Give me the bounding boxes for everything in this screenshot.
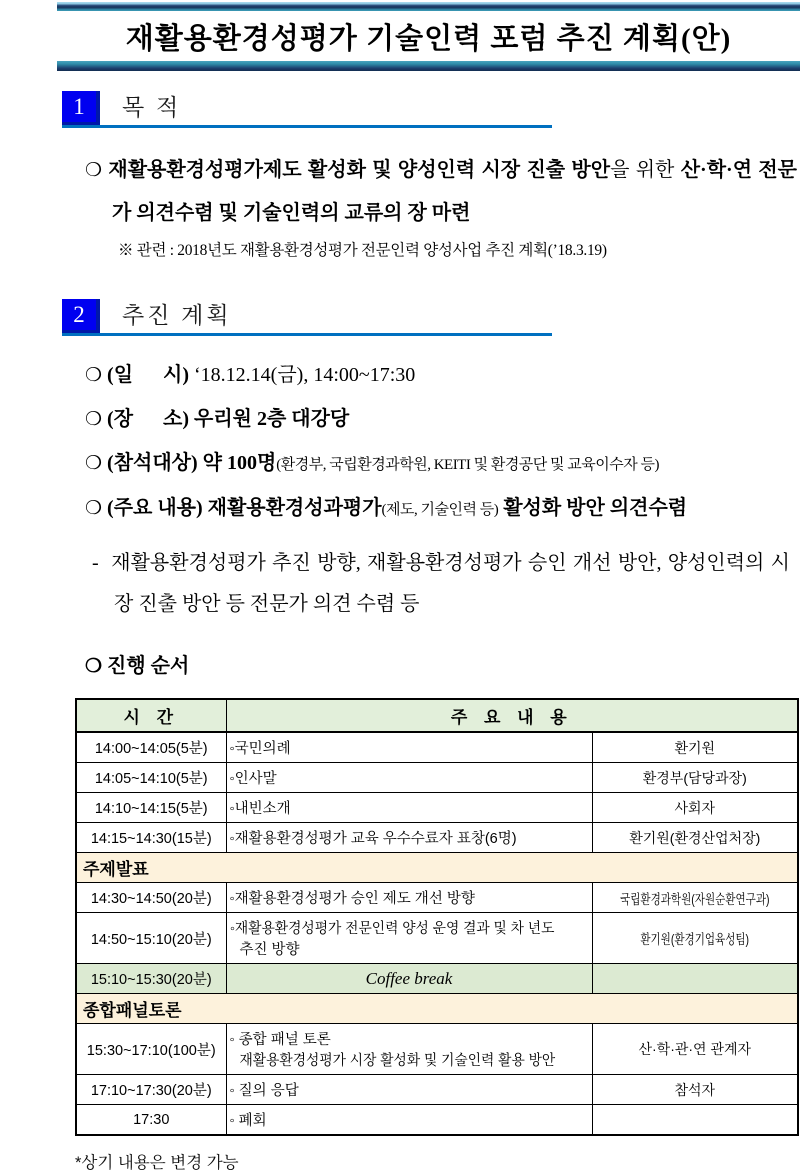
plan-item-value: 우리원 2층 대강당 (189, 408, 350, 430)
title-bar-top (57, 2, 800, 11)
circle-bullet-icon: ❍ (85, 409, 103, 430)
schedule-table (75, 698, 799, 1136)
table-row (76, 1075, 798, 1105)
time-cell: 15:10~15:30(20분) (76, 964, 226, 994)
person-cell-text: 환기원(환경기업육성팀) (640, 932, 750, 947)
person-cell: 환기원 (592, 732, 798, 763)
time-cell: 14:15~14:30(15분) (76, 823, 226, 853)
content-line1: ◦재활용환경성평가 전문인력 양성 운영 결과 및 차 년도 (229, 921, 554, 937)
document-title: 재활용환경성평가 기술인력 포럼 추진 계획(안) (125, 23, 732, 55)
content-cell: ◦ 폐회 (226, 1105, 592, 1136)
time-cell: 17:30 (76, 1105, 226, 1136)
title-banner (0, 2, 800, 71)
section-heading: 목 적 (122, 95, 182, 120)
purpose-note: ※ 관련 : 2018년도 재활용환경성평가 전문인력 양성사업 추진 계획(’18.3.19) (118, 242, 607, 259)
purpose-bullet (85, 149, 797, 235)
section-number-badge: 1 (62, 91, 100, 125)
table-row (76, 883, 798, 913)
table-section-row (76, 994, 798, 1024)
plan-sub-dash (92, 543, 790, 625)
section-header-purpose (62, 89, 552, 128)
plan-item-order-label: 진행 순서 (107, 655, 190, 677)
plan-item-label: (일 시) (107, 364, 190, 386)
footnote: *상기 내용은 변경 가능 (75, 1154, 239, 1172)
plan-item-attendees (85, 448, 797, 480)
plan-item-value2: 활성화 방안 의견수렴 (498, 497, 688, 519)
circle-bullet-icon: ❍ (85, 453, 103, 474)
table-row (76, 823, 798, 853)
table-section-row (76, 853, 798, 883)
table-row (76, 763, 798, 793)
person-cell: 환경부(담당과장) (592, 763, 798, 793)
circle-bullet-icon: ❍ (85, 365, 103, 386)
plan-item-venue (85, 404, 797, 435)
title-bar-bottom (57, 61, 800, 71)
circle-bullet-icon: ❍ (85, 498, 103, 519)
time-cell: 14:10~14:15(5분) (76, 793, 226, 823)
content-cell: ◦ 질의 응답 (226, 1075, 592, 1105)
circle-bullet-icon: ❍ (85, 160, 103, 181)
plan-content (85, 360, 797, 678)
time-cell: 14:00~14:05(5분) (76, 732, 226, 763)
content-line2: 추진 방향 (239, 942, 300, 958)
table-header-content: 주 요 내 용 (226, 699, 798, 732)
plan-item-topic (85, 493, 797, 525)
section-row-label: 주제발표 (76, 853, 798, 883)
time-cell: 15:30~17:10(100분) (76, 1024, 226, 1075)
person-cell-text: 국립환경과학원(자원순환연구과) (620, 891, 770, 907)
content-cell: ◦내빈소개 (226, 793, 592, 823)
plan-item-label: (장 소) (107, 408, 190, 430)
person-cell: 환기원(환경산업처장) (592, 823, 798, 853)
plan-item-order (85, 649, 797, 678)
table-header-time: 시 간 (76, 699, 226, 732)
plan-item-label: (참석대상) (107, 452, 198, 474)
plan-item-detail: (제도, 기술인력 등) (381, 502, 499, 518)
person-cell: 산·학·관·연 관계자 (592, 1024, 798, 1075)
section-heading: 추진 계획 (122, 303, 232, 328)
time-cell: 17:10~17:30(20분) (76, 1075, 226, 1105)
table-header-row (76, 699, 798, 732)
content-cell (226, 913, 592, 964)
purpose-text-bold1: 재활용환경성평가제도 활성화 및 양성인력 시장 진출 방안 (108, 159, 611, 181)
person-cell: 참석자 (592, 1075, 798, 1105)
time-cell: 14:30~14:50(20분) (76, 883, 226, 913)
content-line2: 재활용환경성평가 시장 활성화 및 기술인력 활용 방안 (239, 1053, 555, 1069)
table-row (76, 793, 798, 823)
table-row (76, 913, 798, 964)
table-row (76, 1105, 798, 1136)
person-cell (592, 913, 798, 964)
dash-bullet-icon: - (92, 552, 99, 574)
content-cell (226, 1024, 592, 1075)
content-line1: ◦ 종합 패널 토론 (229, 1032, 331, 1048)
plan-sub-dash-text: 재활용환경성평가 추진 방향, 재활용환경성평가 승인 개선 방안, 양성인력의 시장 진출 방안 등 전문가 의견 수렴 등 (111, 552, 790, 615)
coffee-break-row (76, 964, 798, 994)
person-cell: 사회자 (592, 793, 798, 823)
content-cell: ◦재활용환경성평가 교육 우수수료자 표창(6명) (226, 823, 592, 853)
person-cell (592, 1105, 798, 1136)
content-cell: ◦인사말 (226, 763, 592, 793)
content-cell: ◦재활용환경성평가 승인 제도 개선 방향 (226, 883, 592, 913)
plan-item-value: ‘18.12.14(금), 14:00~17:30 (189, 364, 416, 386)
section-row-label: 종합패널토론 (76, 994, 798, 1024)
content-cell: ◦국민의례 (226, 732, 592, 763)
content-cell: Coffee break (226, 964, 592, 994)
section-header-plan (62, 297, 552, 336)
table-row (76, 732, 798, 763)
plan-item-datetime (85, 360, 797, 391)
person-cell (592, 883, 798, 913)
plan-item-detail: (환경부, 국립환경과학원, KEITI 및 환경공단 및 교육이수자 등) (276, 457, 659, 473)
plan-item-value: 재활용환경성과평가 (202, 497, 382, 519)
person-cell (592, 964, 798, 994)
plan-item-value: 약 100명 (197, 452, 277, 474)
plan-item-label: (주요 내용) (107, 497, 203, 519)
circle-bullet-icon: ❍ (85, 656, 103, 677)
time-cell: 14:05~14:10(5분) (76, 763, 226, 793)
purpose-content (85, 149, 797, 260)
document-page (0, 2, 800, 1173)
section-number-badge: 2 (62, 299, 100, 333)
table-row (76, 1024, 798, 1075)
purpose-text-bold2: 산·학·연 전문가 의견수렴 및 기술인력의 교류의 장 마련 (112, 159, 797, 224)
time-cell: 14:50~15:10(20분) (76, 913, 226, 964)
purpose-text-normal: 을 위한 (610, 159, 681, 181)
